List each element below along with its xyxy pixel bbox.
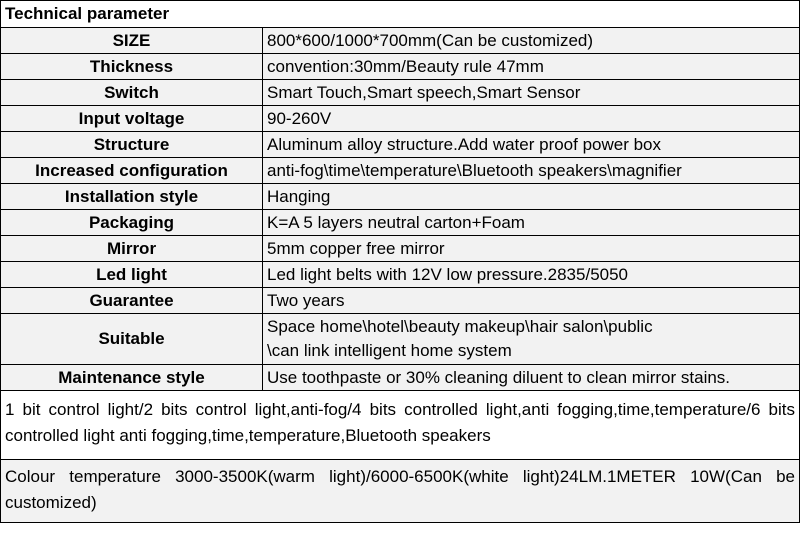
row-value: Led light belts with 12V low pressure.2835/5050	[267, 264, 629, 284]
row-value: Smart Touch,Smart speech,Smart Sensor	[267, 82, 581, 102]
row-label: Input voltage	[1, 106, 263, 131]
row-value: 800*600/1000*700mm(Can be customized)	[267, 30, 594, 50]
table-row-size	[1, 28, 799, 54]
table-row-led-light	[1, 262, 799, 288]
row-value: Hanging	[267, 186, 331, 206]
row-label: Thickness	[1, 54, 263, 79]
row-value	[263, 314, 799, 364]
row-label: Packaging	[1, 210, 263, 235]
table-row-guarantee	[1, 288, 799, 314]
row-label: Suitable	[1, 314, 263, 364]
row-label: Mirror	[1, 236, 263, 261]
row-label: Structure	[1, 132, 263, 157]
row-value: convention:30mm/Beauty rule 47mm	[267, 56, 544, 76]
row-label: Switch	[1, 80, 263, 105]
row-label: SIZE	[1, 28, 263, 53]
row-value: Two years	[267, 290, 345, 310]
row-value: Use toothpaste or 30% cleaning diluent to clean mirror stains.	[267, 367, 731, 387]
row-value: 5mm copper free mirror	[267, 238, 445, 258]
row-label: Installation style	[1, 184, 263, 209]
table-row-installation-style	[1, 184, 799, 210]
table-row-packaging	[1, 210, 799, 236]
table-row-switch	[1, 80, 799, 106]
row-label: Guarantee	[1, 288, 263, 313]
table-row-mirror	[1, 236, 799, 262]
row-label: Increased configuration	[1, 158, 263, 183]
row-value: anti-fog\time\temperature\Bluetooth speakers\magnifier	[267, 160, 682, 180]
row-value: 90-260V	[267, 108, 332, 128]
table-row-structure	[1, 132, 799, 158]
table-row-thickness	[1, 54, 799, 80]
table-row-suitable	[1, 314, 799, 365]
table-row-input-voltage	[1, 106, 799, 132]
table-title: Technical parameter	[1, 1, 799, 28]
row-value-line: \can link intelligent home system	[267, 341, 512, 360]
table-row-increased-configuration	[1, 158, 799, 184]
colour-temperature-note: Colour temperature 3000-3500K(warm light)/6000-6500K(white light)24LM.1METER 10W(Can be customized)	[1, 460, 799, 523]
control-note: 1 bit control light/2 bits control light,anti-fog/4 bits controlled light,anti fogging,time,temperature/6 bits controlled light anti fogging,time,temperature,Bluetooth speakers	[1, 391, 799, 460]
row-value: K=A 5 layers neutral carton+Foam	[267, 212, 525, 232]
table-row-maintenance-style	[1, 365, 799, 391]
row-label: Maintenance style	[1, 365, 263, 390]
row-value-line: Space home\hotel\beauty makeup\hair salon\public	[267, 317, 653, 336]
row-label: Led light	[1, 262, 263, 287]
row-value: Aluminum alloy structure.Add water proof power box	[267, 134, 662, 154]
